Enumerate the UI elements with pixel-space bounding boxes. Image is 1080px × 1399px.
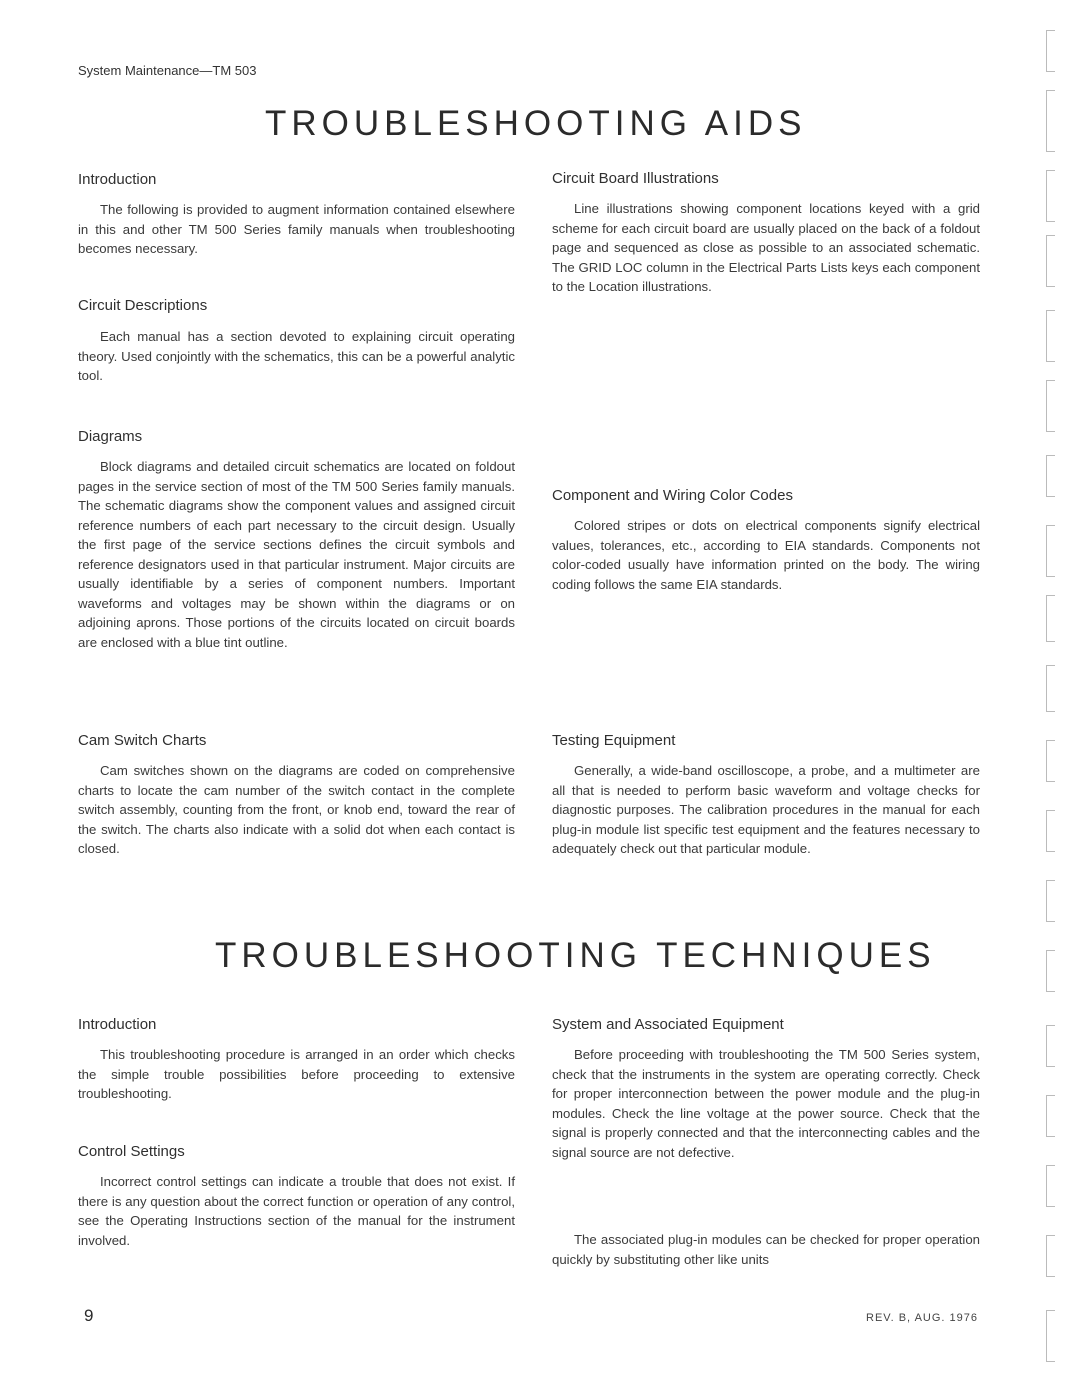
heading-control-settings: Control Settings bbox=[78, 1143, 185, 1160]
paragraph-system-equipment: Before proceeding with troubleshooting the TM 500 Series system, check that the instruments in the system are operating correctly. Check for proper interconnection between the power module and the plug-in modules. Check the line voltage at the power source. Check that the signal is properly connected and that the interconnecting cables and the signal source are not defective. bbox=[552, 1047, 980, 1160]
heading-circuit-descriptions: Circuit Descriptions bbox=[78, 297, 208, 314]
paragraph-cam-switch-charts: Cam switches shown on the diagrams are coded on comprehensive charts to locate the cam number of the switch contact in the complete switch assembly, counting from the front, or knob end, toward the rear of the switch. The charts also indicate with a solid dot when each contact is closed. bbox=[78, 763, 515, 856]
heading-circuit-board-illustrations: Circuit Board Illustrations bbox=[552, 170, 719, 187]
paragraph-control-settings: Incorrect control settings can indicate a trouble that does not exist. If there is any question about the correct function or operation of any control, see the Operating Instructions section of the manual for the instrument involved. bbox=[78, 1174, 515, 1248]
paragraph-system-equipment-2: The associated plug-in modules can be checked for proper operation quickly by substituting other like units bbox=[552, 1232, 980, 1267]
section-title-techniques: TROUBLESHOOTING TECHNIQUES bbox=[215, 936, 936, 975]
heading-introduction: Introduction bbox=[78, 171, 157, 188]
paragraph-circuit-descriptions: Each manual has a section devoted to explaining circuit operating theory. Used conjointly with the schematics, this can be a powerful analytic tool. bbox=[78, 329, 515, 383]
paragraph-tech-introduction: This troubleshooting procedure is arranged in an order which checks the simple trouble possibilities before proceeding to extensive troubleshooting. bbox=[78, 1047, 515, 1101]
heading-color-codes: Component and Wiring Color Codes bbox=[552, 487, 793, 504]
heading-testing-equipment: Testing Equipment bbox=[552, 732, 676, 749]
heading-tech-introduction: Introduction bbox=[78, 1016, 157, 1033]
paragraph-testing-equipment: Generally, a wide-band oscilloscope, a probe, and a multimeter are all that is needed to perform basic waveform and voltage checks for diagnostic purposes. The calibration procedures in the manual for each plug-in module list specific test equipment and the features necessary to adequately check out that particular module. bbox=[552, 763, 980, 856]
page-number: 9 bbox=[84, 1306, 94, 1325]
paragraph-color-codes: Colored stripes or dots on electrical components signify electrical values, tolerances, etc., according to EIA standards. Components not color-coded usually have information printed on the body. The wiring coding follows the same EIA standards. bbox=[552, 518, 980, 592]
heading-cam-switch-charts: Cam Switch Charts bbox=[78, 732, 207, 749]
paragraph-circuit-board-illustrations: Line illustrations showing component locations keyed with a grid scheme for each circuit board are usually placed on the back of a foldout page and sequenced as close as possible to an associated schematic. The GRID LOC column in the Electrical Parts Lists keys each component to the Location illustrations. bbox=[552, 201, 980, 294]
heading-system-equipment: System and Associated Equipment bbox=[552, 1016, 784, 1033]
section-title-aids: TROUBLESHOOTING AIDS bbox=[265, 104, 807, 143]
revision-date: REV. B, AUG. 1976 bbox=[866, 1312, 978, 1324]
running-header: System Maintenance—TM 503 bbox=[78, 63, 257, 78]
paragraph-diagrams: Block diagrams and detailed circuit schematics are located on foldout pages in the service section of most of the TM 500 Series family manuals. The schematic diagrams show the component values and assigned circuit reference numbers of each part necessary to the circuit design. Usually the first page of the service sections defines the circuit symbols and reference designators used in that particular instrument. Major circuits are usually identifiable by a series of component numbers. Important waveforms and voltages may be shown within the diagrams or on adjoining aprons. Those portions of the circuits located on circuit boards are enclosed with a blue tint outline. bbox=[78, 459, 515, 650]
paragraph-introduction: The following is provided to augment information contained elsewhere in this and other TM 500 Series family manuals when troubleshooting becomes necessary. bbox=[78, 202, 515, 256]
heading-diagrams: Diagrams bbox=[78, 428, 143, 445]
